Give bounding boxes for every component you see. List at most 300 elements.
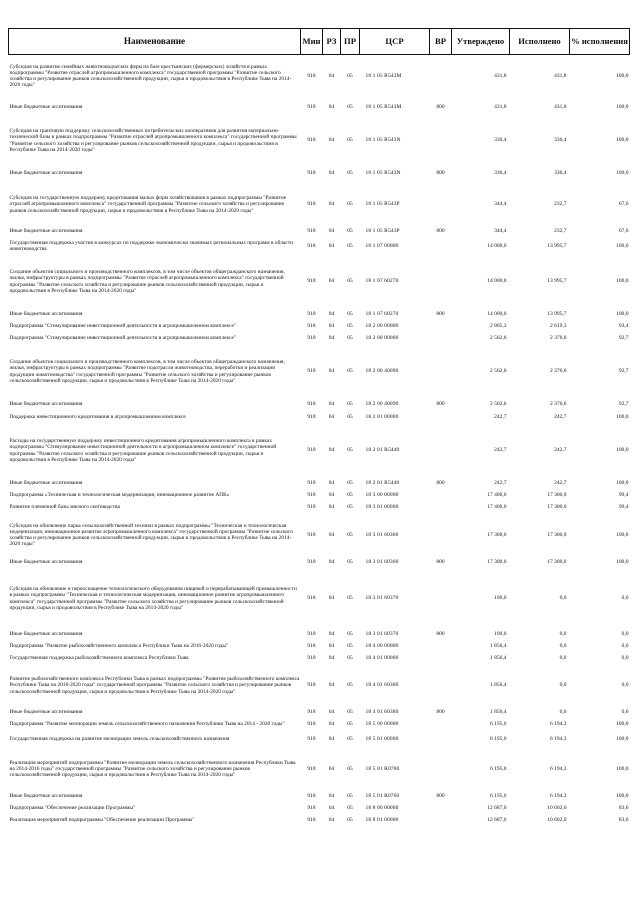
- rz-cell: 04: [328, 335, 335, 342]
- percent-cell: 100,0: [616, 413, 629, 420]
- pr-cell: 05: [347, 655, 353, 662]
- rz-cell: 04: [328, 765, 335, 772]
- approved-cell: 242,7: [494, 413, 507, 420]
- executed-cell: 0,0: [559, 655, 567, 662]
- vr-cell: 800: [436, 104, 445, 111]
- executed-cell: 431,8: [554, 104, 567, 111]
- min-cell: 918: [307, 709, 316, 716]
- approved-cell: 100,0: [494, 631, 507, 638]
- approved-cell: 1 856,4: [490, 682, 507, 689]
- table-row: [9, 629, 630, 641]
- approved-cell: 12 687,0: [487, 805, 507, 812]
- name-cell: Иные бюджетные ассигнования: [9, 793, 83, 800]
- rz-cell: 04: [328, 137, 335, 144]
- vr-cell: [430, 569, 452, 629]
- percent-cell: 100,0: [616, 721, 629, 728]
- vr-cell: [430, 255, 452, 309]
- name-cell: Иные бюджетные ассигнования: [9, 631, 83, 638]
- rz-cell: 04: [328, 631, 335, 638]
- min-cell: 918: [307, 104, 316, 111]
- percent-cell: 99,4: [618, 492, 629, 499]
- rz-cell: 04: [328, 170, 335, 177]
- table-row: [9, 791, 630, 803]
- approved-cell: 2 562,6: [490, 368, 507, 375]
- rz-cell: 04: [328, 504, 335, 511]
- approved-cell: 1 856,4: [490, 655, 507, 662]
- percent-cell: 0,0: [621, 595, 629, 602]
- csr-cell: 18 1 07 00000: [365, 242, 399, 249]
- rz-cell: 04: [328, 104, 335, 111]
- table-row: [9, 557, 630, 569]
- approved-cell: 14 000,0: [487, 278, 507, 285]
- table-row: [9, 98, 630, 118]
- name-cell: Иные бюджетные ассигнования: [9, 104, 83, 111]
- table-row: [9, 164, 630, 184]
- percent-cell: 0,0: [621, 631, 629, 638]
- table-row: [9, 803, 630, 815]
- csr-cell: 18 2 00 00000: [365, 323, 399, 330]
- percent-cell: 92,7: [618, 401, 629, 408]
- executed-cell: 10 602,0: [547, 805, 567, 812]
- csr-cell: 18 1 07 60270: [365, 278, 399, 285]
- csr-cell: 18 2 01 R5440: [365, 447, 400, 454]
- csr-cell: 18 3 00 00000: [365, 492, 399, 499]
- rz-cell: 04: [328, 228, 335, 235]
- csr-cell: 18 8 01 00000: [365, 817, 399, 824]
- name-cell: Создание объектов социального и производственного комплексов, в том числе объектов общегражданского назначения, жилья, инфраструктуры в рамках подпрограммы "Развитие подотрасли животноводства, переработки и реализации продукции животноводства" государственной программы "Развитие сельского хозяйства и регулирование рынков сельскохозяйственной продукции, сырья и продовольствия в Республике Тыва на 2014-2020 годы": [9, 359, 285, 384]
- approved-cell: 344,4: [494, 201, 507, 208]
- percent-cell: 100,0: [616, 104, 629, 111]
- executed-cell: 6 194,3: [550, 735, 567, 742]
- approved-cell: 2 562,6: [490, 401, 507, 408]
- header-pr: ПР: [341, 29, 360, 55]
- percent-cell: 100,0: [616, 242, 629, 249]
- pr-cell: 05: [347, 817, 353, 824]
- percent-cell: 100,0: [616, 531, 629, 538]
- rz-cell: 04: [328, 531, 335, 538]
- executed-cell: 2 619,3: [550, 323, 567, 330]
- vr-cell: 800: [436, 228, 445, 235]
- min-cell: 918: [307, 413, 316, 420]
- approved-cell: 431,8: [494, 73, 507, 80]
- executed-cell: 336,4: [554, 170, 567, 177]
- csr-cell: 18 1 05 R543N: [365, 137, 401, 144]
- csr-cell: 18 4 01 00000: [365, 655, 399, 662]
- vr-cell: [430, 665, 452, 707]
- name-cell: Субсидия на обновление и переоснащение технологического оборудования пищевой и перерабатывающей промышленности в рамках подпрограммы "Техническая и технологическая модернизация, инновационное развитие агропромышленного комплекса" государственной программы "Развитие сельского хозяйства и регулирование рынков сельскохозяйственной продукции, сырья и продовольствия в Республике Тыва на 2014-2020 годы": [9, 586, 297, 611]
- percent-cell: 100,0: [616, 735, 629, 742]
- name-cell: Иные бюджетные ассигнования: [9, 401, 83, 408]
- percent-cell: 92,7: [618, 368, 629, 375]
- name-cell: Субсидия на грантовую поддержку сельскохозяйственных потребительских кооперативов для развития материально-технической базы в рамках подпрограммы "Развитие отраслей агропромышленного комплекса" государственной программы "Развитие сельского хозяйства и регулирование рынков сельскохозяйственной продукции, сырья и продовольствия в Республике Тыва на 2014-2020 годы": [9, 128, 297, 153]
- name-cell: Развитие рыбохозяйственного комплекса Республики Тыва в рамках подпрограммы "Развитие рыбохозяйственного комплекса Республики Тыва на 2016-2020 годы" государственной программы "Развитие сельского хозяйства и регулирование рынков сельскохозяйственной продукции, сырья и продовольствия в Республике Тыва на 2014-2020 годы": [9, 676, 300, 695]
- min-cell: 918: [307, 335, 316, 342]
- rz-cell: 04: [328, 595, 335, 602]
- pr-cell: 05: [347, 73, 353, 80]
- csr-cell: 18 3 01 60360: [365, 559, 399, 566]
- vr-cell: 800: [436, 170, 445, 177]
- name-cell: Иные бюджетные ассигнования: [9, 559, 83, 566]
- csr-cell: 18 2 00 00000: [365, 335, 399, 342]
- csr-cell: 18 1 05 R543P: [365, 228, 400, 235]
- percent-cell: 92,7: [618, 335, 629, 342]
- min-cell: 918: [307, 735, 316, 742]
- csr-cell: 18 8 00 00000: [365, 805, 399, 812]
- executed-cell: 232,7: [554, 201, 567, 208]
- table-row: [9, 490, 630, 502]
- rz-cell: 04: [328, 278, 335, 285]
- min-cell: 918: [307, 368, 316, 375]
- vr-cell: [430, 719, 452, 731]
- rz-cell: 04: [328, 480, 335, 487]
- executed-cell: 0,0: [559, 595, 567, 602]
- executed-cell: 6 194,3: [550, 765, 567, 772]
- pr-cell: 05: [347, 104, 353, 111]
- approved-cell: 17 400,0: [487, 504, 507, 511]
- approved-cell: 344,4: [494, 228, 507, 235]
- header-percent: % исполнения: [570, 29, 630, 55]
- pr-cell: 05: [347, 278, 353, 285]
- csr-cell: 18 1 05 R543N: [365, 170, 401, 177]
- header-name: Наименование: [9, 29, 301, 55]
- name-cell: Иные бюджетные ассигнования: [9, 480, 83, 487]
- rz-cell: 04: [328, 413, 335, 420]
- table-row: [9, 333, 630, 345]
- min-cell: 918: [307, 817, 316, 824]
- percent-cell: 100,0: [616, 559, 629, 566]
- csr-cell: 18 2 00 40090: [365, 401, 399, 408]
- approved-cell: 242,7: [494, 447, 507, 454]
- header-approved: Утверждено: [452, 29, 510, 55]
- vr-cell: 800: [436, 631, 445, 638]
- percent-cell: 100,0: [616, 311, 629, 318]
- executed-cell: 2 376,6: [550, 335, 567, 342]
- budget-table: [8, 28, 630, 827]
- percent-cell: 100,0: [616, 170, 629, 177]
- min-cell: 918: [307, 228, 316, 235]
- rz-cell: 04: [328, 401, 335, 408]
- executed-cell: 17 300,0: [547, 492, 567, 499]
- rz-cell: 04: [328, 655, 335, 662]
- rz-cell: 04: [328, 682, 335, 689]
- percent-cell: 0,0: [621, 643, 629, 650]
- csr-cell: 18 5 00 00000: [365, 721, 399, 728]
- pr-cell: 05: [347, 335, 353, 342]
- executed-cell: 2 376,6: [550, 401, 567, 408]
- name-cell: Иные бюджетные ассигнования: [9, 228, 83, 235]
- name-cell: Реализация мероприятий подпрограммы "Развитие мелиорации земель сельскохозяйственного назначения Республики Тыва на 2014-2016 годы" государственной программы "Развитие сельского хозяйства и регулирование рынков сельскохозяйственной продукции, сырья и продовольствия в Республике Тыва на 2014-2020 годы": [9, 759, 296, 779]
- approved-cell: 1 856,4: [490, 643, 507, 650]
- csr-cell: 18 3 01 60370: [365, 631, 399, 638]
- min-cell: 918: [307, 504, 316, 511]
- vr-cell: [430, 514, 452, 557]
- table-row: [9, 569, 630, 629]
- percent-cell: 83,6: [618, 817, 629, 824]
- vr-cell: [430, 490, 452, 502]
- vr-cell: [430, 502, 452, 514]
- name-cell: Подпрограмма "Обеспечение реализации Программы": [9, 805, 136, 812]
- name-cell: Поддержка инвестиционного кредитования в агропромышленном комплексе: [9, 413, 186, 420]
- approved-cell: 14 000,0: [487, 242, 507, 249]
- csr-cell: 18 5 01 R0760: [365, 765, 400, 772]
- percent-cell: 100,0: [616, 278, 629, 285]
- pr-cell: 05: [347, 682, 353, 689]
- min-cell: 918: [307, 323, 316, 330]
- pr-cell: 05: [347, 170, 353, 177]
- min-cell: 918: [307, 655, 316, 662]
- approved-cell: 17 300,0: [487, 531, 507, 538]
- approved-cell: 100,0: [494, 595, 507, 602]
- vr-cell: [430, 731, 452, 748]
- name-cell: Реализация мероприятий подпрограммы "Обеспечение реализации Программы": [9, 817, 195, 824]
- min-cell: 918: [307, 595, 316, 602]
- executed-cell: 232,7: [554, 228, 567, 235]
- executed-cell: 242,7: [554, 413, 567, 420]
- executed-cell: 431,8: [554, 73, 567, 80]
- approved-cell: 1 856,4: [490, 709, 507, 716]
- executed-cell: 0,0: [559, 643, 567, 650]
- vr-cell: [430, 424, 452, 478]
- executed-cell: 2 376,6: [550, 368, 567, 375]
- rz-cell: 04: [328, 492, 335, 499]
- document-page: [8, 28, 629, 827]
- pr-cell: 05: [347, 709, 353, 716]
- pr-cell: 05: [347, 531, 353, 538]
- pr-cell: 05: [347, 595, 353, 602]
- percent-cell: 100,0: [616, 480, 629, 487]
- table-row: [9, 226, 630, 238]
- table-body: [9, 55, 630, 827]
- name-cell: Подпрограмма «Техническая и технологическая модернизация, инновационное развитие АПК»: [9, 492, 230, 499]
- rz-cell: 04: [328, 559, 335, 566]
- table-row: [9, 815, 630, 827]
- csr-cell: 18 5 01 00000: [365, 735, 399, 742]
- approved-cell: 336,4: [494, 170, 507, 177]
- table-row: [9, 502, 630, 514]
- table-row: [9, 55, 630, 98]
- pr-cell: 05: [347, 765, 353, 772]
- approved-cell: 431,8: [494, 104, 507, 111]
- name-cell: Субсидия на развитие семейных животноводческих ферм на базе крестьянских (фермерских) хозяйств в рамках подпрограммы "Развитие отраслей агропромышленного комплекса" государственной программы "Развитие сельского хозяйства и регулирование рынков сельскохозяйственной продукции, сырья и продовольствия в Республике Тыва на 2014-2020 годы": [9, 64, 292, 89]
- rz-cell: 04: [328, 311, 335, 318]
- rz-cell: 04: [328, 368, 335, 375]
- min-cell: 918: [307, 765, 316, 772]
- approved-cell: 6 195,0: [490, 735, 507, 742]
- min-cell: 918: [307, 793, 316, 800]
- table-row: [9, 514, 630, 557]
- table-row: [9, 238, 630, 255]
- pr-cell: 05: [347, 492, 353, 499]
- min-cell: 918: [307, 73, 316, 80]
- table-row: [9, 707, 630, 719]
- approved-cell: 6 195,0: [490, 793, 507, 800]
- percent-cell: 100,0: [616, 447, 629, 454]
- rz-cell: 04: [328, 447, 335, 454]
- rz-cell: 04: [328, 735, 335, 742]
- executed-cell: 0,0: [559, 631, 567, 638]
- table-row: [9, 309, 630, 321]
- percent-cell: 100,0: [616, 73, 629, 80]
- pr-cell: 05: [347, 631, 353, 638]
- csr-cell: 18 1 05 R543P: [365, 201, 400, 208]
- name-cell: Субсидия на государственную поддержку кредитования малых форм хозяйствования в рамках подпрограммы "Развитие отраслей агропромышленного комплекса" государственной программы "Развитие сельского хозяйства и регулирование рынков сельскохозяйственной продукции, сырья и продовольствия в Республике Тыва на 2014-2020 годы": [9, 195, 287, 214]
- table-row: [9, 731, 630, 748]
- vr-cell: [430, 803, 452, 815]
- name-cell: Иные бюджетные ассигнования: [9, 311, 83, 318]
- rz-cell: 04: [328, 805, 335, 812]
- executed-cell: 17 300,0: [547, 504, 567, 511]
- rz-cell: 04: [328, 201, 335, 208]
- min-cell: 918: [307, 401, 316, 408]
- csr-cell: 18 4 01 60380: [365, 682, 399, 689]
- name-cell: Расходы на государственную поддержку инвестиционного кредитования агропромышленного комплекса в рамках подпрограммы "Стимулирование инвестиционной деятельности в агропромышленном комплексе" государственной программы "Развитие сельского хозяйства и регулирование рынков сельскохозяйственной продукции, сырья и продовольствия в Республике Тыва на 2014-2020 годы": [9, 438, 277, 463]
- vr-cell: [430, 748, 452, 791]
- csr-cell: 18 2 00 40090: [365, 368, 399, 375]
- table-row: [9, 411, 630, 424]
- min-cell: 918: [307, 242, 316, 249]
- pr-cell: 05: [347, 323, 353, 330]
- csr-cell: 18 1 05 R543M: [365, 104, 402, 111]
- name-cell: Создание объектов социального и производственного комплексов, в том числе объектов общегражданского назначения, жилья, инфраструктуры в рамках подпрограммы "Развитие отраслей агропромышленного комплекса" государственной программы "Развитие сельского хозяйства и регулирование рынков сельскохозяйственной продукции, сырья и продовольствия в Республике Тыва на 2014-2020 годы": [9, 269, 285, 294]
- executed-cell: 6 194,3: [550, 721, 567, 728]
- name-cell: Подпрограмма "Развитие мелиорации земель сельскохозяйственного назначения Республики Тыва на 2014 - 2020 годы": [9, 721, 285, 728]
- min-cell: 918: [307, 721, 316, 728]
- table-row: [9, 255, 630, 309]
- percent-cell: 100,0: [616, 765, 629, 772]
- percent-cell: 0,0: [621, 682, 629, 689]
- pr-cell: 05: [347, 228, 353, 235]
- rz-cell: 04: [328, 323, 335, 330]
- percent-cell: 0,0: [621, 655, 629, 662]
- name-cell: Государственная поддержка рыбохозяйственного комплекса Республики Тыва: [9, 655, 189, 662]
- csr-cell: 18 1 07 60270: [365, 311, 399, 318]
- vr-cell: 800: [436, 793, 445, 800]
- csr-cell: 18 3 01 00000: [365, 504, 399, 511]
- min-cell: 918: [307, 170, 316, 177]
- rz-cell: 04: [328, 709, 335, 716]
- pr-cell: 05: [347, 137, 353, 144]
- percent-cell: 100,0: [616, 793, 629, 800]
- approved-cell: 242,7: [494, 480, 507, 487]
- executed-cell: 17 300,0: [547, 559, 567, 566]
- table-row: [9, 478, 630, 490]
- pr-cell: 05: [347, 447, 353, 454]
- table-row: [9, 321, 630, 333]
- min-cell: 918: [307, 805, 316, 812]
- name-cell: Иные бюджетные ассигнования: [9, 709, 83, 716]
- min-cell: 918: [307, 480, 316, 487]
- percent-cell: 93,4: [618, 323, 629, 330]
- approved-cell: 17 400,0: [487, 492, 507, 499]
- pr-cell: 05: [347, 201, 353, 208]
- table-row: [9, 653, 630, 665]
- pr-cell: 05: [347, 311, 353, 318]
- csr-cell: 18 5 01 R0760: [365, 793, 400, 800]
- executed-cell: 242,7: [554, 480, 567, 487]
- pr-cell: 05: [347, 793, 353, 800]
- executed-cell: 0,0: [559, 709, 567, 716]
- name-cell: Развитие племенной базы мясного скотоводства: [9, 504, 120, 511]
- pr-cell: 05: [347, 480, 353, 487]
- pr-cell: 05: [347, 643, 353, 650]
- header-rz: РЗ: [323, 29, 341, 55]
- min-cell: 918: [307, 311, 316, 318]
- vr-cell: 800: [436, 480, 445, 487]
- table-header: [9, 29, 630, 55]
- min-cell: 918: [307, 137, 316, 144]
- vr-cell: [430, 321, 452, 333]
- csr-cell: 18 2 01 00000: [365, 413, 399, 420]
- vr-cell: 800: [436, 709, 445, 716]
- vr-cell: [430, 238, 452, 255]
- vr-cell: [430, 55, 452, 98]
- min-cell: 918: [307, 447, 316, 454]
- header-min: Мин: [301, 29, 323, 55]
- pr-cell: 05: [347, 805, 353, 812]
- pr-cell: 05: [347, 721, 353, 728]
- table-row: [9, 665, 630, 707]
- vr-cell: [430, 184, 452, 226]
- rz-cell: 04: [328, 73, 335, 80]
- executed-cell: 0,0: [559, 682, 567, 689]
- name-cell: Подпрограмма "Стимулирование инвестиционной деятельности в агропромышленном комплексе": [9, 323, 237, 330]
- vr-cell: [430, 333, 452, 345]
- percent-cell: 67,6: [618, 201, 629, 208]
- approved-cell: 6 195,0: [490, 765, 507, 772]
- vr-cell: [430, 815, 452, 827]
- min-cell: 918: [307, 201, 316, 208]
- executed-cell: 13 995,7: [547, 278, 567, 285]
- table-row: [9, 641, 630, 653]
- name-cell: Государственная поддержка на развитие мелиорации земель сельскохозяйственного назначения: [9, 735, 230, 742]
- header-vr: ВР: [430, 29, 452, 55]
- min-cell: 918: [307, 531, 316, 538]
- vr-cell: [430, 118, 452, 164]
- percent-cell: 67,6: [618, 228, 629, 235]
- rz-cell: 04: [328, 721, 335, 728]
- csr-cell: 18 3 01 60360: [365, 531, 399, 538]
- vr-cell: [430, 641, 452, 653]
- percent-cell: 100,0: [616, 137, 629, 144]
- approved-cell: 6 195,0: [490, 721, 507, 728]
- executed-cell: 17 300,0: [547, 531, 567, 538]
- name-cell: Подпрограмма "Развитие рыбохозяйственного комплекса Республики Тыва на 2016-2020 годы": [9, 643, 229, 650]
- csr-cell: 18 3 01 60370: [365, 595, 399, 602]
- name-cell: Подпрограмма "Стимулирование инвестиционной деятельности в агропромышленном комплексе": [9, 335, 237, 342]
- rz-cell: 04: [328, 793, 335, 800]
- percent-cell: 0,0: [621, 709, 629, 716]
- rz-cell: 04: [328, 817, 335, 824]
- name-cell: Иные бюджетные ассигнования: [9, 170, 83, 177]
- name-cell: Государственная поддержка участия в конкурсах по поддержке экономически значимых региональных программ в области животноводства: [9, 239, 293, 252]
- table-row: [9, 424, 630, 478]
- approved-cell: 12 687,0: [487, 817, 507, 824]
- pr-cell: 05: [347, 401, 353, 408]
- table-row: [9, 345, 630, 399]
- name-cell: Субсидия на обновление парка сельскохозяйственной техники в рамках подпрограммы "Техническая и технологическая модернизация, инновационное развитие агропромышленного комплекса" государственной программы "Развитие сельского хозяйства и регулирование рынков сельскохозяйственной продукции, сырья и продовольствия в Республике Тыва на 2014-2020 годы": [9, 522, 293, 548]
- csr-cell: 18 4 00 00000: [365, 643, 399, 650]
- executed-cell: 13 995,7: [547, 311, 567, 318]
- csr-cell: 18 1 05 R543M: [365, 73, 402, 80]
- min-cell: 918: [307, 559, 316, 566]
- pr-cell: 05: [347, 559, 353, 566]
- vr-cell: [430, 345, 452, 399]
- pr-cell: 05: [347, 504, 353, 511]
- percent-cell: 83,6: [618, 805, 629, 812]
- vr-cell: 800: [436, 401, 445, 408]
- vr-cell: 800: [436, 559, 445, 566]
- table-row: [9, 748, 630, 791]
